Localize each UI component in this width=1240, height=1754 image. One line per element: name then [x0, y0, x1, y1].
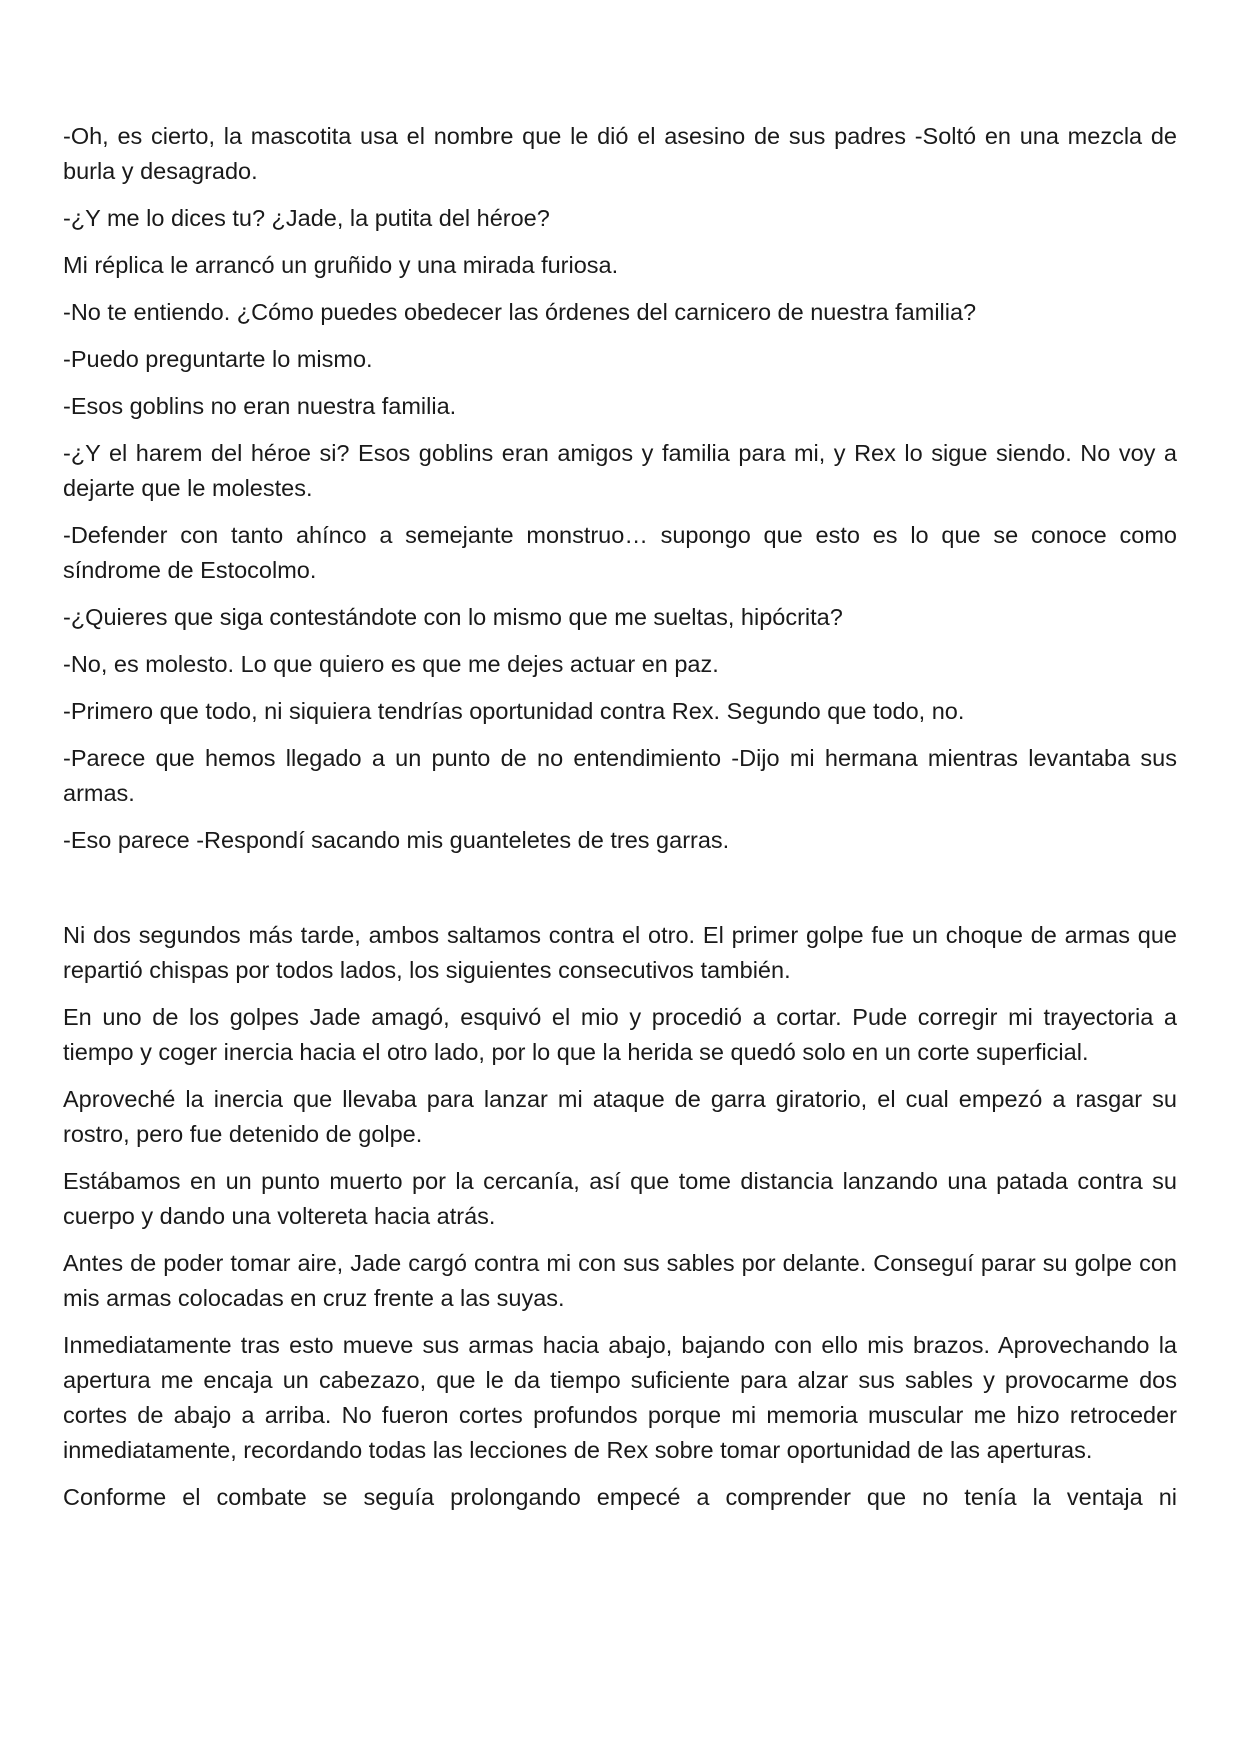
paragraph: -Puedo preguntarte lo mismo. — [63, 346, 373, 372]
paragraph: Ni dos segundos más tarde, ambos saltamos contra el otro. El primer golpe fue un choque de armas que repartió chispas por todos lados, los siguientes consecutivos también. — [63, 922, 1177, 983]
paragraph: -Esos goblins no eran nuestra familia. — [63, 393, 457, 419]
paragraph: Antes de poder tomar aire, Jade cargó contra mi con sus sables por delante. Conseguí parar su golpe con mis armas colocadas en cruz frente a las suyas. — [63, 1250, 1177, 1311]
paragraph: Mi réplica le arrancó un gruñido y una mirada furiosa. — [63, 252, 619, 278]
paragraph: -¿Y el harem del héroe si? Esos goblins eran amigos y familia para mi, y Rex lo sigue siendo. No voy a dejarte que le molestes. — [63, 440, 1177, 501]
paragraph: Estábamos en un punto muerto por la cercanía, así que tome distancia lanzando una patada contra su cuerpo y dando una voltereta hacia atrás. — [63, 1168, 1177, 1229]
paragraph: -Primero que todo, ni siquiera tendrías oportunidad contra Rex. Segundo que todo, no. — [63, 698, 965, 724]
paragraph: -No te entiendo. ¿Cómo puedes obedecer las órdenes del carnicero de nuestra familia? — [63, 299, 977, 325]
section-break — [63, 870, 1177, 918]
paragraph: -Oh, es cierto, la mascotita usa el nombre que le dió el asesino de sus padres -Soltó en una mezcla de burla y desagrado. — [63, 123, 1177, 184]
paragraph: -¿Quieres que siga contestándote con lo mismo que me sueltas, hipócrita? — [63, 604, 843, 630]
paragraph: -Parece que hemos llegado a un punto de no entendimiento -Dijo mi hermana mientras levantaba sus armas. — [63, 745, 1177, 806]
paragraph: Inmediatamente tras esto mueve sus armas hacia abajo, bajando con ello mis brazos. Aprovechando la apertura me encaja un cabezazo, que le da tiempo suficiente para alzar sus sables y provocarme dos cortes de abajo a arriba. No fueron cortes profundos porque mi memoria muscular me hizo retroceder inmediatamente, recordando todas las lecciones de Rex sobre tomar oportunidad de las aperturas. — [63, 1332, 1177, 1463]
paragraph: -¿Y me lo dices tu? ¿Jade, la putita del héroe? — [63, 205, 550, 231]
document-page — [63, 119, 1177, 1527]
paragraph: En uno de los golpes Jade amagó, esquivó el mio y procedió a cortar. Pude corregir mi trayectoria a tiempo y coger inercia hacia el otro lado, por lo que la herida se quedó solo en un corte superficial. — [63, 1004, 1177, 1065]
paragraph: -No, es molesto. Lo que quiero es que me dejes actuar en paz. — [63, 651, 719, 677]
paragraph: Aproveché la inercia que llevaba para lanzar mi ataque de garra giratorio, el cual empezó a rasgar su rostro, pero fue detenido de golpe. — [63, 1086, 1177, 1147]
paragraph: Conforme el combate se seguía prolongando empecé a comprender que no tenía la ventaja ni — [63, 1484, 1177, 1510]
paragraph: -Defender con tanto ahínco a semejante monstruo… supongo que esto es lo que se conoce como síndrome de Estocolmo. — [63, 522, 1177, 583]
paragraph: -Eso parece -Respondí sacando mis guanteletes de tres garras. — [63, 827, 730, 853]
